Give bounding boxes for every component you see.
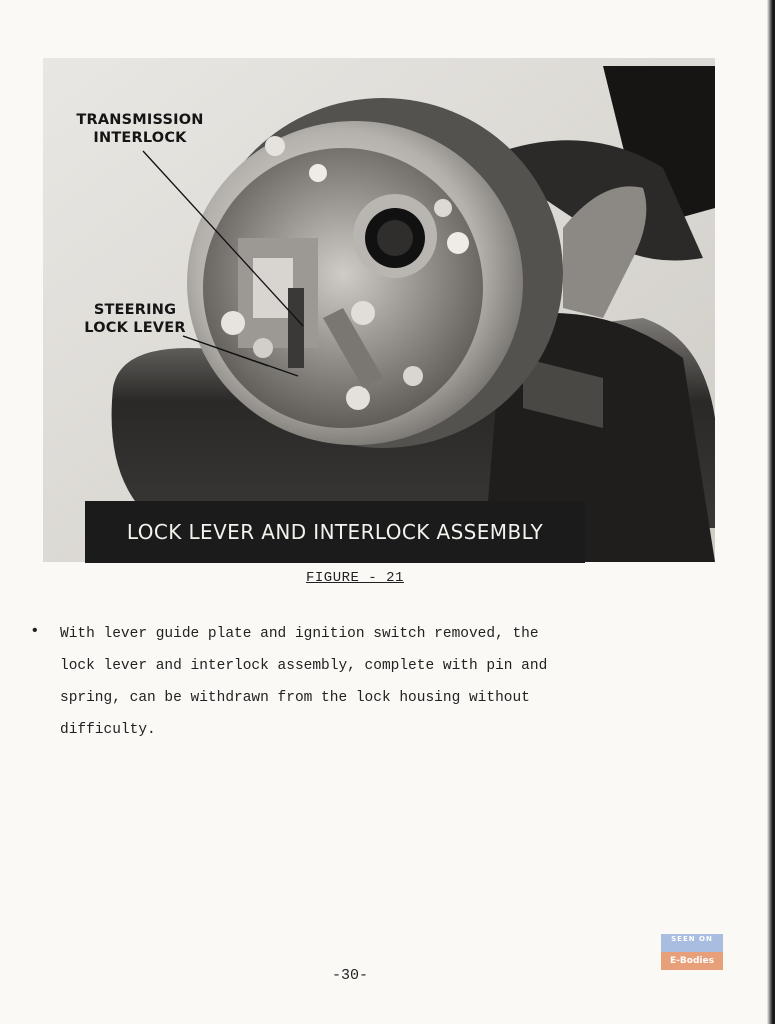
callout-line: LOCK LEVER — [84, 320, 186, 336]
watermark-logo — [661, 934, 723, 972]
callout-transmission-interlock — [60, 111, 220, 147]
paragraph-line: With lever guide plate and ignition switch removed, the — [60, 626, 539, 642]
paragraph-line: spring, can be withdrawn from the lock housing without — [60, 690, 530, 706]
body-paragraph — [60, 618, 670, 746]
callout-line: INTERLOCK — [93, 130, 187, 146]
watermark-line-1: SEEN ON — [661, 934, 723, 952]
callout-line: TRANSMISSION — [76, 112, 204, 128]
page-number: -30- — [332, 967, 369, 984]
watermark-line-2: E-Bodies — [661, 952, 723, 970]
callout-steering-lock-lever — [65, 301, 205, 337]
figure-banner: LOCK LEVER AND INTERLOCK ASSEMBLY — [85, 501, 585, 563]
paragraph-line: difficulty. — [60, 722, 156, 738]
figure-photo — [43, 58, 715, 562]
callout-line: STEERING — [93, 302, 177, 318]
paragraph-line: lock lever and interlock assembly, complete with pin and — [60, 658, 548, 674]
page-edge-shadow — [767, 0, 775, 1024]
figure-caption: FIGURE - 21 — [306, 570, 404, 586]
bullet-point: • — [30, 622, 40, 640]
